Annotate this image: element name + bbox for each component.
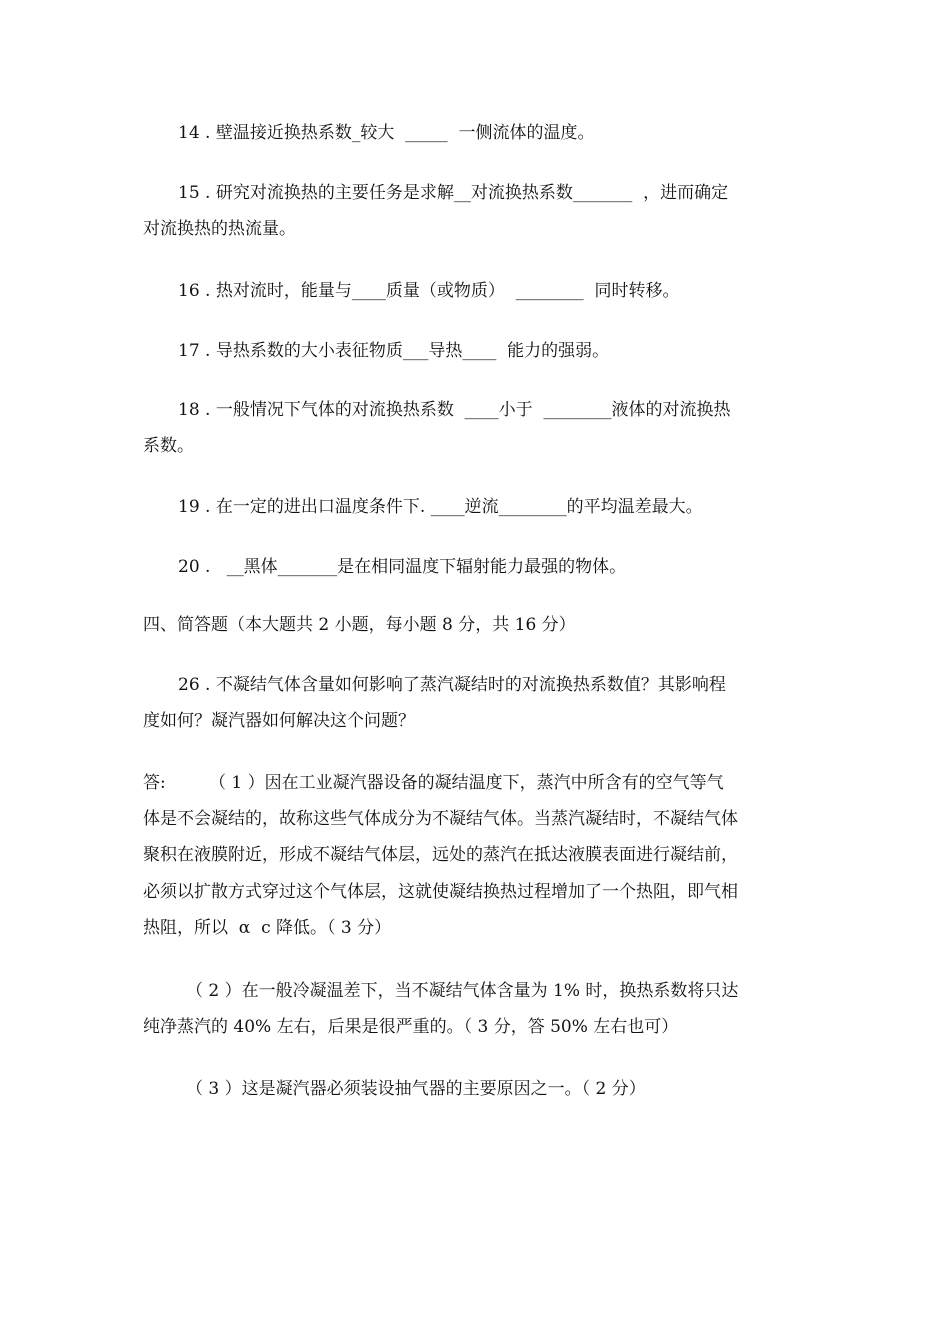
answer-line-1: 答: （ 1 ）因在工业凝汽器设备的凝结温度下，蒸汽中所含有的空气等气 (143, 773, 724, 793)
question-18-line-1: 18 . 一般情况下气体的对流换热系数 ____小于 ________液体的对流换热 (178, 400, 731, 420)
answer-line-5: 热阻，所以 α c 降低。（ 3 分） (143, 918, 392, 938)
answer-point-3: （ 3 ）这是凝汽器必须装设抽气器的主要原因之一。（ 2 分） (186, 1079, 646, 1099)
question-26-line-1: 26 . 不凝结气体含量如何影响了蒸汽凝结时的对流换热系数值？其影响程 (178, 675, 726, 695)
question-15-line-2: 对流换热的热流量。 (143, 219, 296, 239)
question-16: 16 . 热对流时，能量与____质量（或物质） ________ 同时转移。 (178, 281, 680, 301)
answer-point-2-line-2: 纯净蒸汽的 40% 左右，后果是很严重的。（ 3 分，答 50% 左右也可） (143, 1017, 679, 1037)
answer-point-2-line-1: （ 2 ）在一般冷凝温差下，当不凝结气体含量为 1% 时，换热系数将只达 (186, 981, 739, 1001)
question-18-line-2: 系数。 (143, 436, 194, 456)
section-heading: 四、简答题（本大题共 2 小题，每小题 8 分，共 16 分） (143, 615, 576, 635)
question-26-line-2: 度如何？凝汽器如何解决这个问题？ (143, 711, 415, 731)
answer-line-4: 必须以扩散方式穿过这个气体层，这就使凝结换热过程增加了一个热阻，即气相 (143, 882, 738, 902)
question-20: 20 . __黑体_______是在相同温度下辐射能力最强的物体。 (178, 557, 627, 577)
question-17: 17 . 导热系数的大小表征物质___导热____ 能力的强弱。 (178, 341, 610, 361)
question-19: 19 . 在一定的进出口温度条件下. ____逆流________的平均温差最大。 (178, 497, 703, 517)
answer-line-3: 聚积在液膜附近，形成不凝结气体层，远处的蒸汽在抵达液膜表面进行凝结前， (143, 845, 738, 865)
question-14: 14 . 壁温接近换热系数_较大 _____ 一侧流体的温度。 (178, 123, 595, 143)
answer-line-2: 体是不会凝结的，故称这些气体成分为不凝结气体。当蒸汽凝结时，不凝结气体 (143, 809, 738, 829)
question-15-line-1: 15 . 研究对流换热的主要任务是求解__对流换热系数_______ ，进而确定 (178, 183, 729, 203)
